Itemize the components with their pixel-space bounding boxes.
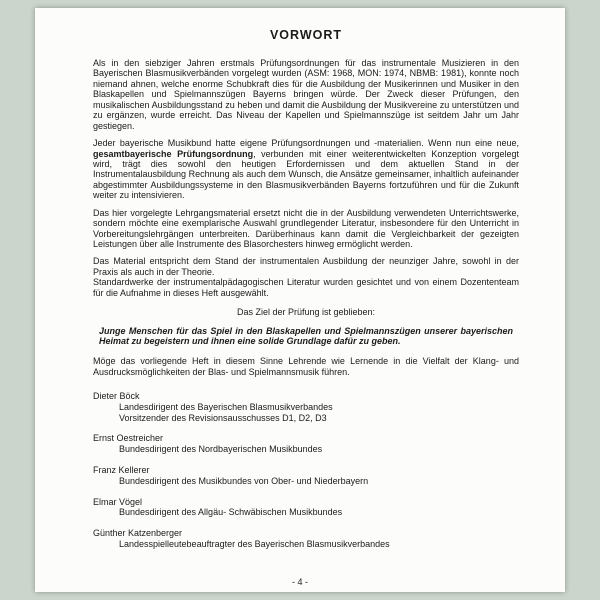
signature-name: Dieter Böck <box>93 391 140 402</box>
signature-role: Bundesdirigent des Musikbundes von Ober- und Niederbayern <box>119 475 369 486</box>
signature-role: Landesspielleutebeauftragter des Bayerischen Blasmusikverbandes <box>119 539 390 550</box>
signature-name: Günther Katzenberger <box>93 528 183 539</box>
signature-block-oestreicher <box>93 433 519 455</box>
paragraph-standardwerke: Standardwerke der instrumentalpädagogischen Literatur wurden gesichtet und von einem Dozententeam für die Aufnahme in dieses Heft ausgewählt. <box>93 277 519 298</box>
paragraph-pruefungsordnung-pre: Jeder bayerische Musikbund hatte eigene Prüfungsordnungen und -materialien. Wenn nun eine neue, <box>93 138 519 149</box>
paragraph-pruefungsordnung-post: , verbunden mit einer weiterentwickelten Konzeption vorgelegt wird, trägt dies sowohl den heutigen Erfordernissen und dem aktuellen Stand in der Instrumentalausbildung Rechnung als auch dem Wunsch, die Ansätze gemeinsamer, inhaltlich aufeinander abgestimmter Ausbildungssysteme in den Blasmusikverbänden Bayerns fortzuführen und für die Zukunft weiter zu intensivieren. <box>93 148 519 201</box>
signature-role: Bundesdirigent des Allgäu- Schwäbischen Musikbundes <box>119 507 343 518</box>
paragraph-lehrgangsmaterial: Das hier vorgelegte Lehrgangsmaterial ersetzt nicht die in der Ausbildung verwendeten Unterrichtswerke, sondern möchte eine exemplarische Auswahl grundlegender Literatur, insbesondere für den Unterricht in Vorbereitungslehrgängen unterbreiten. Darüberhinaus kann damit die Vergleichbarkeit der gezeigten Leistungen über alle Instrumente des Blasorchesters hinweg ermöglicht werden. <box>93 207 519 249</box>
signature-name: Ernst Oestreicher <box>93 433 164 444</box>
goal-quote: Junge Menschen für das Spiel in den Blaskapellen und Spielmannszügen unserer bayerischen Heimat zu begeistern und ihnen eine solide Grundlage dafür zu geben. <box>99 325 513 347</box>
signature-role: Bundesdirigent des Nordbayerischen Musikbundes <box>119 444 323 455</box>
signature-block-boeck <box>93 391 519 423</box>
page-title: VORWORT <box>269 28 343 42</box>
signature-role: Landesdirigent des Bayerischen Blasmusikverbandes <box>119 401 333 412</box>
closing-paragraph: Möge das vorliegende Heft in diesem Sinne Lehrende wie Lernende in die Vielfalt der Klang- und Ausdrucksmöglichkeiten der Blas- und Spielmannsmusik führen. <box>93 356 519 377</box>
emphasis-gesamtbayerische: gesamtbayerische Prüfungsordnung <box>93 148 254 159</box>
signature-block-voegel <box>93 497 519 519</box>
signature-list <box>93 391 519 550</box>
document-page <box>35 8 565 592</box>
signature-name: Franz Kellerer <box>93 465 150 476</box>
paragraph-intro: Als in den siebziger Jahren erstmals Prüfungsordnungen für das instrumentale Musizieren in den Bayerischen Blasmusikverbänden vorgelegt wurden (ASM: 1968, MON: 1974, NBMB: 1981), konnte noch niemand ahnen, welche enorme Schubkraft dies für die Ausbildung der Musikerinnen und Musiker in den Blaskapellen und Spielmannszügen Bayerns bringen würde. Der Zweck dieser Prüfungen, den musikalischen Ausbildungsstand zu heben und damit die Ausbildung der Musikvereine zu unterstützen und zu ergänzen, wurde erreicht. Das Niveau der Kapellen und Spielmannszüge ist seitdem Jahr um Jahr gestiegen. <box>93 58 519 131</box>
signature-block-katzenberger <box>93 528 519 550</box>
signature-name: Elmar Vögel <box>93 496 143 507</box>
signature-block-kellerer <box>93 465 519 487</box>
paragraph-pruefungsordnung <box>93 138 519 201</box>
signature-role: Vorsitzender des Revisionsausschusses D1, D2, D3 <box>119 412 327 423</box>
page-number: - 4 - <box>291 577 308 587</box>
goal-intro-line: Das Ziel der Prüfung ist geblieben: <box>236 307 376 318</box>
paragraph-material-stand: Das Material entspricht dem Stand der instrumentalen Ausbildung der neunziger Jahre, sowohl in der Praxis als auch in der Theorie. <box>93 256 519 277</box>
